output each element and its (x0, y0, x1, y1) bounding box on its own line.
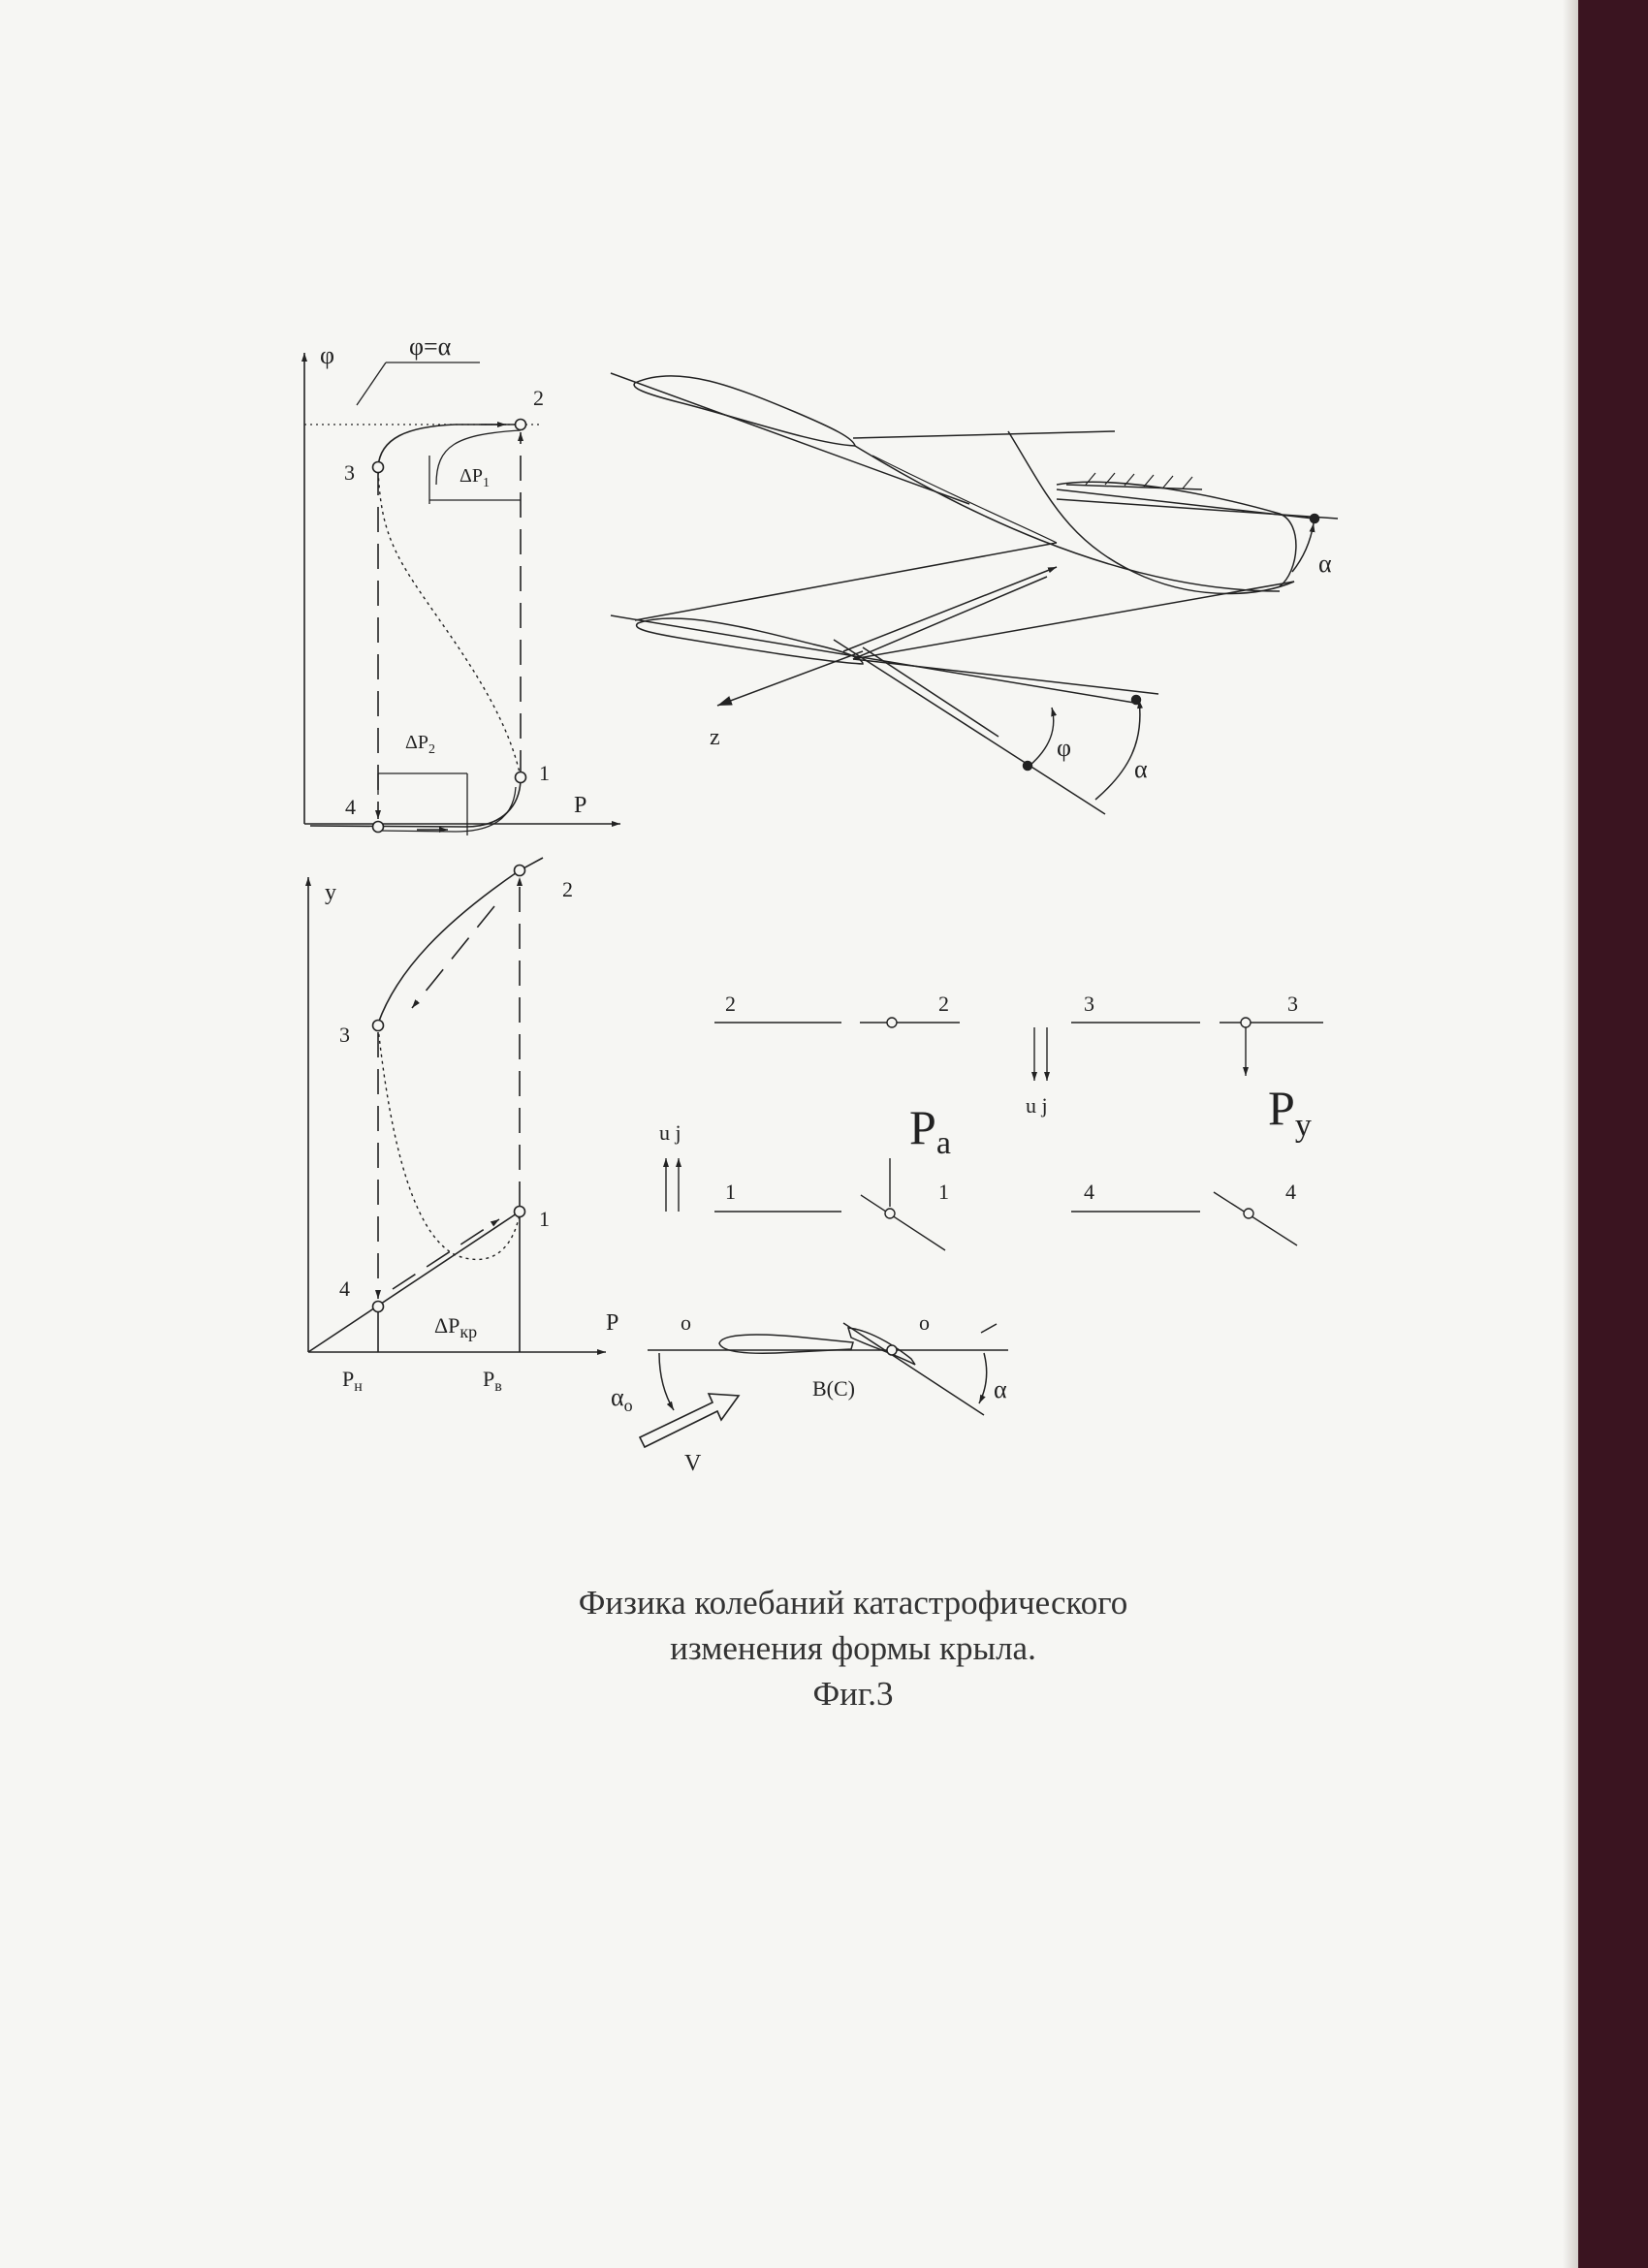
pa-label-1-left: 1 (725, 1180, 736, 1204)
y-axis-x-label: P (606, 1310, 619, 1336)
wing-phi-arc (1030, 708, 1054, 766)
caption-line-2: изменения формы крыла. (670, 1629, 1036, 1667)
y-plot (308, 858, 606, 1352)
py-label-3-left: 3 (1084, 992, 1094, 1016)
wing-root-chord (1057, 499, 1338, 519)
phase-condition-label: φ=α (409, 332, 452, 361)
pa-symbol: $P_a$ (909, 1100, 951, 1161)
phase-axis-x-label: P (574, 793, 587, 818)
py-label-4-right: 4 (1285, 1180, 1296, 1204)
phase-dp2-label: $\Delta P_2$ (405, 732, 435, 757)
pa-uj-label: u j (659, 1120, 681, 1145)
pa-point-2 (887, 1018, 897, 1027)
pa-label-2-left: 2 (725, 992, 736, 1016)
pa-label-1-right: 1 (938, 1180, 949, 1204)
wing-alpha-arc-lower (1095, 700, 1140, 800)
wing-upper-plane-edge (853, 431, 1115, 438)
velocity-arrow (640, 1394, 739, 1447)
y-upper-branch (378, 858, 543, 1024)
y-point-4-label: 4 (339, 1276, 350, 1301)
wing-dot-alpha-lower (1132, 696, 1141, 705)
wing-root-top (1057, 482, 1296, 586)
airfoil-bc-label: B(C) (812, 1376, 855, 1401)
airfoil-o-left: o (681, 1310, 691, 1335)
phase-lower-branch-inner (378, 787, 516, 832)
wing-twisted-leading (855, 446, 1280, 591)
phase-point-2 (516, 420, 526, 430)
y-point-1 (515, 1207, 525, 1217)
wing-dot-alpha-upper (1311, 515, 1319, 523)
airfoil-alpha0-label: $\alpha_o$ (611, 1383, 633, 1415)
y-point-3-label: 3 (339, 1023, 350, 1047)
y-unstable-branch (378, 1027, 520, 1259)
caption-line-3: Фиг.3 (812, 1675, 894, 1713)
y-pv-label: $P_в$ (483, 1367, 502, 1395)
wing-lower-chord-line (611, 615, 1134, 703)
y-dpcr-label: $\Delta P_{кр}$ (434, 1313, 478, 1341)
phase-axis-y-label: φ (320, 341, 335, 369)
wing-lower-alpha-line (834, 640, 1105, 814)
pa-line-1-right (861, 1195, 945, 1250)
y-arrow-lower (393, 1219, 499, 1289)
wing-lower-ref-line (853, 659, 1158, 694)
phase-point-3 (373, 462, 384, 473)
y-pn-label: $P_н$ (342, 1367, 363, 1395)
figure-caption (417, 1580, 1289, 1717)
airfoil-alpha-tick (981, 1324, 997, 1333)
phase-lower-branch (310, 780, 521, 827)
wing-lower-plane-edge1 (635, 543, 1057, 620)
py-symbol: $P_y$ (1268, 1081, 1312, 1144)
wing-root-alpha-line (1057, 489, 1314, 519)
phase-point-2-label: 2 (533, 386, 544, 410)
wing-z-axis (717, 651, 863, 706)
y-point-3 (373, 1021, 384, 1031)
phase-point-1 (516, 772, 526, 783)
wing-phi-label: φ (1057, 734, 1072, 762)
caption-line-1: Физика колебаний катастрофического (578, 1584, 1128, 1622)
y-point-2-label: 2 (562, 877, 573, 901)
wing-upper-chord-line (611, 373, 969, 504)
py-point-3 (1241, 1018, 1251, 1027)
py-label-3-right: 3 (1287, 992, 1298, 1016)
wing-spanwise-line2 (853, 577, 1047, 659)
airfoil-alpha-arc (979, 1353, 987, 1403)
phase-alpha-leader (357, 362, 386, 405)
wing-alpha-lower-label: α (1134, 755, 1148, 783)
wing-alpha-upper-label: α (1318, 550, 1332, 578)
py-point-4 (1244, 1209, 1253, 1218)
wing-upper-airfoil (634, 376, 855, 446)
y-point-4 (373, 1302, 384, 1312)
phase-point-3-label: 3 (344, 460, 355, 485)
phase-point-1-label: 1 (539, 761, 550, 785)
pa-label-2-right: 2 (938, 992, 949, 1016)
phase-dp1-label: $\Delta P_1$ (460, 465, 490, 490)
airfoil-velocity-label: V (684, 1451, 702, 1476)
airfoil-tilted-line (843, 1323, 984, 1415)
py-label-4-left: 4 (1084, 1180, 1094, 1204)
y-point-2 (515, 866, 525, 876)
wing-root-wall (1066, 485, 1202, 489)
wing-lower-plane-edge2 (853, 582, 1294, 659)
wing-spanwise-line1 (843, 567, 1057, 651)
phase-point-4 (373, 822, 384, 833)
state-diagrams (666, 1018, 1323, 1250)
y-point-1-label: 1 (539, 1207, 550, 1231)
phase-unstable-branch (378, 470, 521, 777)
airfoil-alpha-label: α (994, 1375, 1007, 1403)
phase-upper-branch (378, 425, 521, 467)
phase-plot (304, 353, 620, 835)
airfoil-o-right: o (919, 1310, 930, 1335)
py-uj-label: u j (1026, 1093, 1048, 1118)
pa-point-1 (885, 1209, 895, 1218)
y-axis-y-label: y (325, 880, 336, 905)
airfoil-pivot (887, 1345, 897, 1355)
wing-twisted-mid (872, 456, 1057, 543)
wing-dot-phi (1024, 762, 1032, 771)
wing-z-label: z (710, 725, 720, 750)
phase-point-4-label: 4 (345, 795, 356, 819)
wing-lower-twist-line (863, 647, 998, 737)
airfoil-alpha0-arc (659, 1353, 674, 1410)
